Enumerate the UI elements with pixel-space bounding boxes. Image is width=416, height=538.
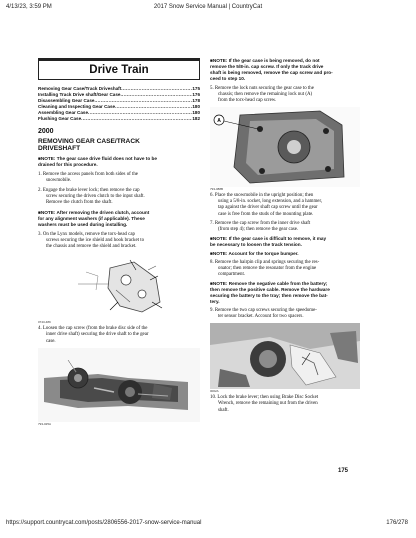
text-line: 1. Remove the access panels from both sides of the [38,171,138,177]
text-line: compartment. [218,272,246,278]
page-number: 175 [338,468,349,474]
toc-leader-dots [81,116,192,122]
step-9 [210,308,360,320]
print-url[interactable]: https://support.countrycat.com/posts/2806556-2017-snow-service-manual [6,520,202,526]
text-line: ceed to step 10. [210,76,246,81]
text-line: 10. Lock the brake lever; then using Brake Disc Socket [210,395,319,401]
model-year-heading: 2000 [38,127,54,135]
note-washers [38,210,200,228]
text-line: 8. Remove the hairpin clip and springs securing the res- [210,259,320,265]
text-line: 4. Loosen the cap screw (from the brake disc side of the [38,326,148,332]
toc-entry[interactable] [38,116,200,122]
text-line: ■NOTE: If the gear case is being removed, do not [210,58,320,63]
text-line: screw securing the driven clutch to the input shaft. [46,193,145,199]
note-torque-bumper: ■NOTE: Account for the torque bumper. [210,250,299,256]
text-line: the chassis and remove the shield and bracket. [46,244,137,250]
text-line: ■NOTE: After removing the driven clutch, account [38,210,150,216]
step-6 [210,193,360,217]
text-line: ter sensor bracket. Account for two spacers. [218,314,304,320]
note-cap-screw [210,58,360,82]
figure-code: 793-025A [38,421,52,426]
step-3 [38,232,200,250]
right-column [210,58,360,414]
text-line: case. [46,338,56,344]
text-line: from the torx-head cap screw. [218,98,277,104]
chapter-title: Drive Train [38,58,200,80]
text-line: Remove the clutch from the shaft. [46,199,113,205]
figure-brake-disc-photo [210,323,360,389]
toc-entry-page: 176 [192,92,200,98]
text-line: tery. [210,299,220,305]
figure-code: 0002A [210,389,219,394]
text-line: (from step 4); then remove the gear case. [218,226,299,232]
text-line: snowmobile. [46,177,72,183]
text-line: 2. Engage the brake lever lock; then remove the cap [38,187,140,193]
text-line: drained for this procedure. [38,161,98,167]
text-line: be necessary to loosen the track tension. [210,241,302,247]
step-8 [210,260,360,278]
step-1 [38,172,200,184]
text-line: remove the 5/8-in. cap screw. If only the track drive [210,64,324,69]
step-5 [210,86,360,104]
text-line: shaft. [218,407,229,413]
text-line: chassis; then remove the remaining lock nut (A) [218,92,313,98]
toc-entry-title: Disassembling Gear Case [38,98,95,104]
text-line: Wrench, remove the remaining nut from the driven [218,401,318,407]
step-2 [38,188,200,206]
section-heading [38,138,200,153]
toc-entry-page: 175 [192,86,200,91]
print-page-counter: 176/278 [386,520,408,526]
toc-entry-title: Cleaning and Inspecting Gear Case [38,104,116,110]
text-line: tap against the driver shaft cap screw until the gear [218,205,318,211]
toc-entry-page: 180 [192,104,200,110]
figure-gear-case-photo [210,107,360,187]
print-header [0,4,416,14]
text-line: using a 5/8-in. socket, long extension, and a hammer, [218,199,323,205]
text-line: 3. On the Lynx models, remove the torx-head cap [38,232,135,238]
table-of-contents [38,86,200,123]
toc-entry-title: Removing Gear Case/Track Driveshaft [38,86,122,91]
figure-drive-shaft-photo [38,348,200,422]
text-line: 6. Place the snowmobile in the upright position; then [210,193,314,199]
text-line: for any alignment washers (if applicable). These [38,216,145,222]
text-line: then remove the positive cable. Remove the hardware [210,287,330,293]
left-column [38,58,200,426]
figure-code: 793-088B [210,187,224,192]
note-battery [210,281,360,305]
text-line: ■NOTE: Remove the negative cable from the battery; [210,281,328,287]
print-footer [0,520,416,530]
figure-ice-shield-photo [38,250,200,320]
text-line: inner drive shaft) securing the drive shaft to the gear [46,332,149,338]
text-line: onator; then remove the resonator from the engine [218,265,317,271]
text-line: 9. Remove the two cap screws securing the speedome- [210,308,317,314]
section-heading-line: DRIVESHAFT [38,145,81,153]
step-4 [38,326,200,344]
text-line: shaft is being removed, remove the cap screw and pro- [210,70,333,75]
toc-entry-page: 178 [192,98,200,104]
print-datetime: 4/13/23, 3:59 PM [6,4,52,10]
text-line: securing the battery to the tray; then remove the bat- [210,293,328,299]
toc-entry-title: Installing Track Drive shaft/Gear Case [38,92,121,98]
toc-entry-title: Assembling Gear Case [38,110,89,116]
print-tab-title: 2017 Snow Service Manual | CountryCat [153,4,263,10]
toc-entry-page: 180 [192,110,200,116]
text-line: case is free from the studs of the mounting plate. [218,211,314,217]
step-10 [210,395,360,413]
toc-entry-title: Flushing Gear Case [38,116,82,122]
text-line: washers must be used during installing. [38,222,128,228]
note-track-tension [210,236,360,248]
callout-a-marker: A [217,118,221,125]
toc-entry-page: 182 [192,116,200,122]
note-fluid [38,156,200,168]
text-line: 7. Remove the cap screw from the inner drive shaft [210,220,311,226]
text-line: ■NOTE: If the gear case is difficult to remove, it may [210,235,327,241]
figure-code: 0743-489 [38,320,51,325]
step-7 [210,221,360,233]
text-line: ■NOTE: The gear case drive fluid does not have to be [38,155,158,161]
text-line: screws securing the ice shield and hook bracket to [46,238,145,244]
text-line: 5. Remove the lock nuts securing the gear case to the [210,86,314,91]
section-heading-line: REMOVING GEAR CASE/TRACK [38,137,140,145]
